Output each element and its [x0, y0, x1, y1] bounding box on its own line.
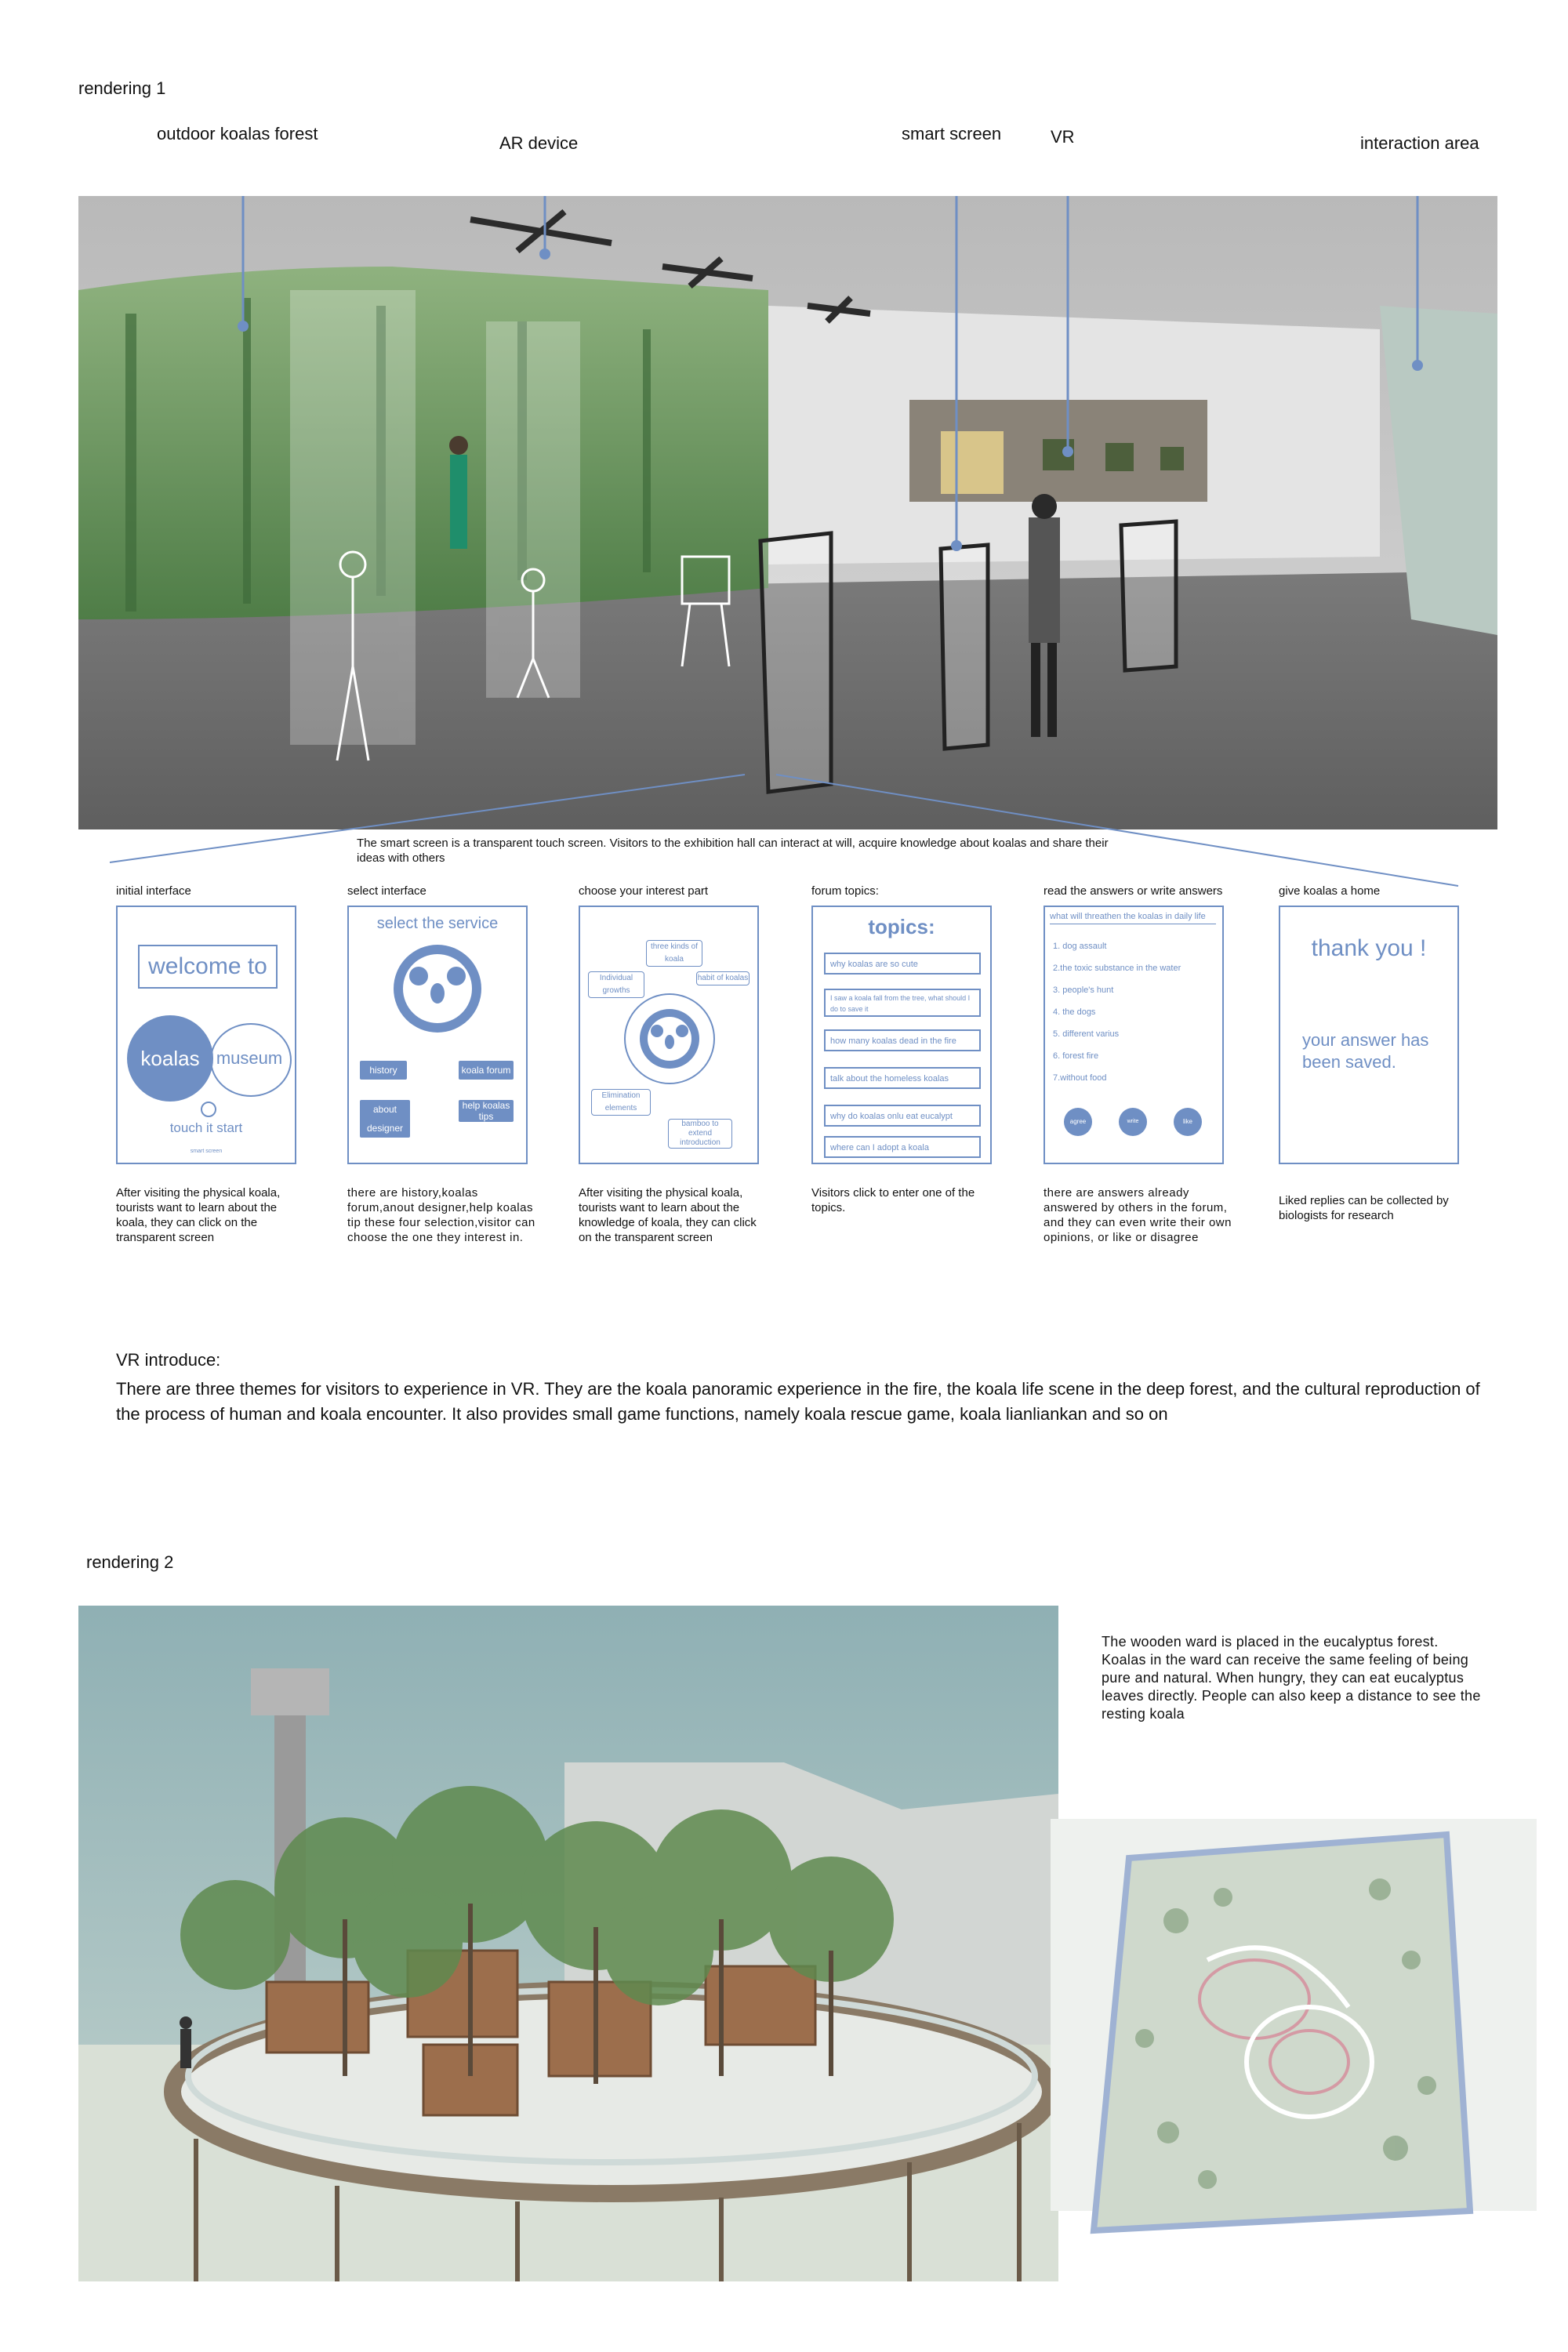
site-plan	[1051, 1803, 1537, 2242]
panel-forum-topics	[811, 906, 992, 1164]
bubble-elimination[interactable]: Elimination elements	[591, 1089, 651, 1116]
topic-2[interactable]: I saw a koala fall from the tree, what should I do to save it	[824, 989, 981, 1017]
bubble-bamboo[interactable]: bamboo to extend introduction	[668, 1119, 732, 1149]
panel6-desc: Liked replies can be collected by biologists for research	[1279, 1194, 1449, 1222]
label-vr: VR	[1051, 127, 1075, 147]
panel1-foot: smart screen	[190, 1149, 223, 1154]
answer-6[interactable]: 6. forest fire	[1053, 1051, 1099, 1061]
koalas-circle[interactable]: koalas	[140, 1047, 200, 1070]
topic-1[interactable]: why koalas are so cute	[824, 953, 981, 975]
welcome-box[interactable]: welcome to	[138, 945, 278, 989]
topic-6[interactable]: where can I adopt a koala	[824, 1136, 981, 1158]
panel2-desc: there are history,koalas forum,anout designer,help koalas tip these four selection,visitor can choose the one they interest in.	[347, 1186, 535, 1244]
answer-saved-text: your answer has been saved.	[1302, 1030, 1429, 1072]
panel3-title: choose your interest part	[579, 884, 709, 898]
answer-1[interactable]: 1. dog assault	[1053, 942, 1107, 951]
answer-2[interactable]: 2.the toxic substance in the water	[1053, 964, 1181, 973]
topic-5[interactable]: why do koalas onlu eat eucalypt	[824, 1105, 981, 1127]
panel-read-answers	[1044, 906, 1224, 1164]
koala-forum-button[interactable]: koala forum	[459, 1061, 514, 1080]
topic-3[interactable]: how many koalas dead in the fire	[824, 1029, 981, 1051]
thank-you-text: thank you !	[1311, 935, 1427, 961]
answers-heading: what will threathen the koalas in daily life	[1050, 912, 1216, 924]
panel3-desc: After visiting the physical koala, tourists want to learn about the knowledge of koala, they can click on the transparent screen	[579, 1186, 757, 1244]
koala-icon	[394, 945, 481, 1033]
panel6-title: give koalas a home	[1279, 884, 1381, 898]
label-ar-device: AR device	[499, 133, 579, 153]
bubble-kinds[interactable]: three kinds of koala	[646, 940, 702, 967]
label-outdoor-forest: outdoor koalas forest	[157, 124, 318, 143]
vr-body: There are three themes for visitors to experience in VR. They are the koala panoramic experience in the fire, the koala life scene in the deep forest, and the cultural reproduction of the process of human and koala encounter. It also provides small game functions, namely koala rescue game, koala lianliankan and so on	[116, 1379, 1480, 1424]
touch-icon[interactable]	[201, 1102, 216, 1117]
write-answer-button[interactable]: write answer	[1119, 1108, 1147, 1136]
bubble-growths[interactable]: Individual growths	[588, 971, 644, 998]
panel1-title: initial interface	[116, 884, 191, 898]
help-koalas-tips-button[interactable]: help koalas tips	[459, 1100, 514, 1122]
panel2-title: select interface	[347, 884, 426, 898]
answer-7[interactable]: 7.without food	[1053, 1073, 1107, 1083]
connector-lines	[78, 760, 1505, 902]
bubble-habit[interactable]: habit of koalas	[696, 971, 750, 985]
smart-screen-caption: The smart screen is a transparent touch screen. Visitors to the exhibition hall can interact at will, acquire knowledge about koalas and share their ideas with others	[357, 837, 1109, 865]
rendering2-text: The wooden ward is placed in the eucalyptus forest. Koalas in the ward can receive the same feeling of being pure and natural. When hungry, they can eat eucalyptus leaves directly. People can also keep a distance to see the resting koala	[1102, 1634, 1481, 1722]
panel-initial-interface	[116, 906, 296, 1164]
panel-give-home	[1279, 906, 1459, 1164]
vr-heading: VR introduce:	[116, 1350, 221, 1370]
panel4-title: forum topics:	[811, 884, 879, 898]
touch-start-label: touch it start	[169, 1120, 243, 1135]
koala-icon-small	[640, 1009, 699, 1069]
panel-select-interface	[347, 906, 528, 1164]
select-heading: select the service	[376, 915, 499, 932]
answer-5[interactable]: 5. different varius	[1053, 1029, 1120, 1039]
rendering2-title: rendering 2	[86, 1552, 174, 1572]
agree-button[interactable]: agree	[1064, 1108, 1092, 1136]
rendering1-illustration	[78, 196, 1497, 829]
topics-heading: topics:	[868, 915, 935, 938]
rendering1-title: rendering 1	[78, 78, 166, 98]
museum-circle[interactable]: museum	[216, 1048, 283, 1068]
like-button[interactable]: like	[1174, 1108, 1202, 1136]
topic-4[interactable]: talk about the homeless koalas	[824, 1067, 981, 1089]
label-interaction-area: interaction area	[1360, 133, 1479, 153]
label-smart-screen: smart screen	[902, 124, 1002, 143]
history-button[interactable]: history	[360, 1061, 407, 1080]
answer-4[interactable]: 4. the dogs	[1053, 1007, 1096, 1017]
panel1-desc: After visiting the physical koala, tourists want to learn about the koala, they can click on the transparent screen	[116, 1186, 281, 1244]
rendering2-illustration	[78, 1606, 1058, 2281]
panel-choose-interest	[579, 906, 759, 1164]
panel4-desc: Visitors click to enter one of the topics.	[811, 1186, 975, 1214]
panel5-desc: there are answers already answered by others in the forum, and they can even write their own opinions, or like or disagree	[1044, 1186, 1232, 1244]
panel5-title: read the answers or write answers	[1044, 884, 1223, 898]
answer-3[interactable]: 3. people's hunt	[1053, 985, 1114, 995]
about-designer-button[interactable]: about designer	[360, 1100, 410, 1138]
